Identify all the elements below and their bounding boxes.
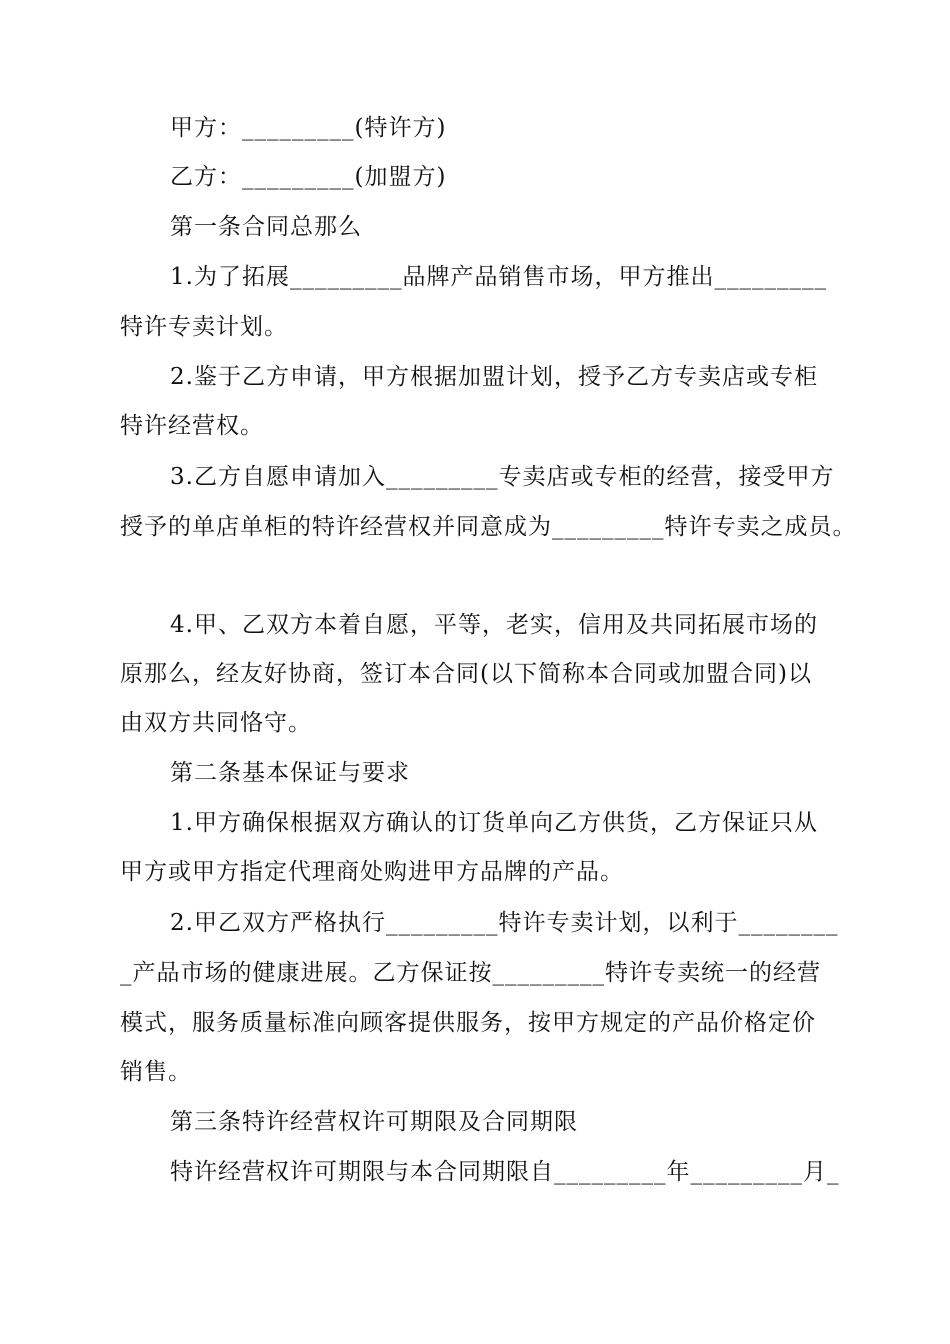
article1-para4-line1: 4.甲、乙双方本着自愿，平等，老实，信用及共同拓展市场的 xyxy=(170,612,818,638)
article1-para4-line3: 由双方共同恪守。 xyxy=(120,710,312,736)
party-b-line: 乙方：_________(加盟方) xyxy=(170,164,447,190)
article1-para3-line2: 授予的单店单柜的特许经营权并同意成为_________特许专卖之成员。 xyxy=(120,514,857,540)
article1-para2-line2: 特许经营权。 xyxy=(120,413,264,439)
article1-para1-line1: 1.为了拓展_________品牌产品销售市场，甲方推出_________ xyxy=(170,264,827,290)
article1-para1-line2: 特许专卖计划。 xyxy=(120,314,288,340)
article2-para2-line1: 2.甲乙双方严格执行_________特许专卖计划，以利于________ xyxy=(170,910,839,936)
article3-title: 第三条特许经营权许可期限及合同期限 xyxy=(170,1109,578,1135)
article2-para2-line2: _产品市场的健康进展。乙方保证按_________特许专卖统一的经营 xyxy=(120,960,821,986)
article1-para3-line1: 3.乙方自愿申请加入_________专卖店或专柜的经营，接受甲方 xyxy=(170,464,835,490)
article1-title: 第一条合同总那么 xyxy=(170,214,362,240)
article2-para2-line3: 模式，服务质量标准向顾客提供服务，按甲方规定的产品价格定价 xyxy=(120,1010,816,1036)
party-a-line: 甲方：_________(特许方) xyxy=(170,115,447,141)
article2-title: 第二条基本保证与要求 xyxy=(170,760,410,786)
article2-para1-line2: 甲方或甲方指定代理商处购进甲方品牌的产品。 xyxy=(120,859,624,885)
article2-para1-line1: 1.甲方确保根据双方确认的订货单向乙方供货，乙方保证只从 xyxy=(170,810,818,836)
article1-para2-line1: 2.鉴于乙方申请，甲方根据加盟计划，授予乙方专卖店或专柜 xyxy=(170,364,818,390)
article3-para1-line1: 特许经营权许可期限与本合同期限自_________年_________月_ xyxy=(170,1159,840,1185)
article1-para4-line2: 原那么，经友好协商，签订本合同(以下简称本合同或加盟合同)以 xyxy=(120,661,812,687)
article2-para2-line4: 销售。 xyxy=(120,1059,192,1085)
